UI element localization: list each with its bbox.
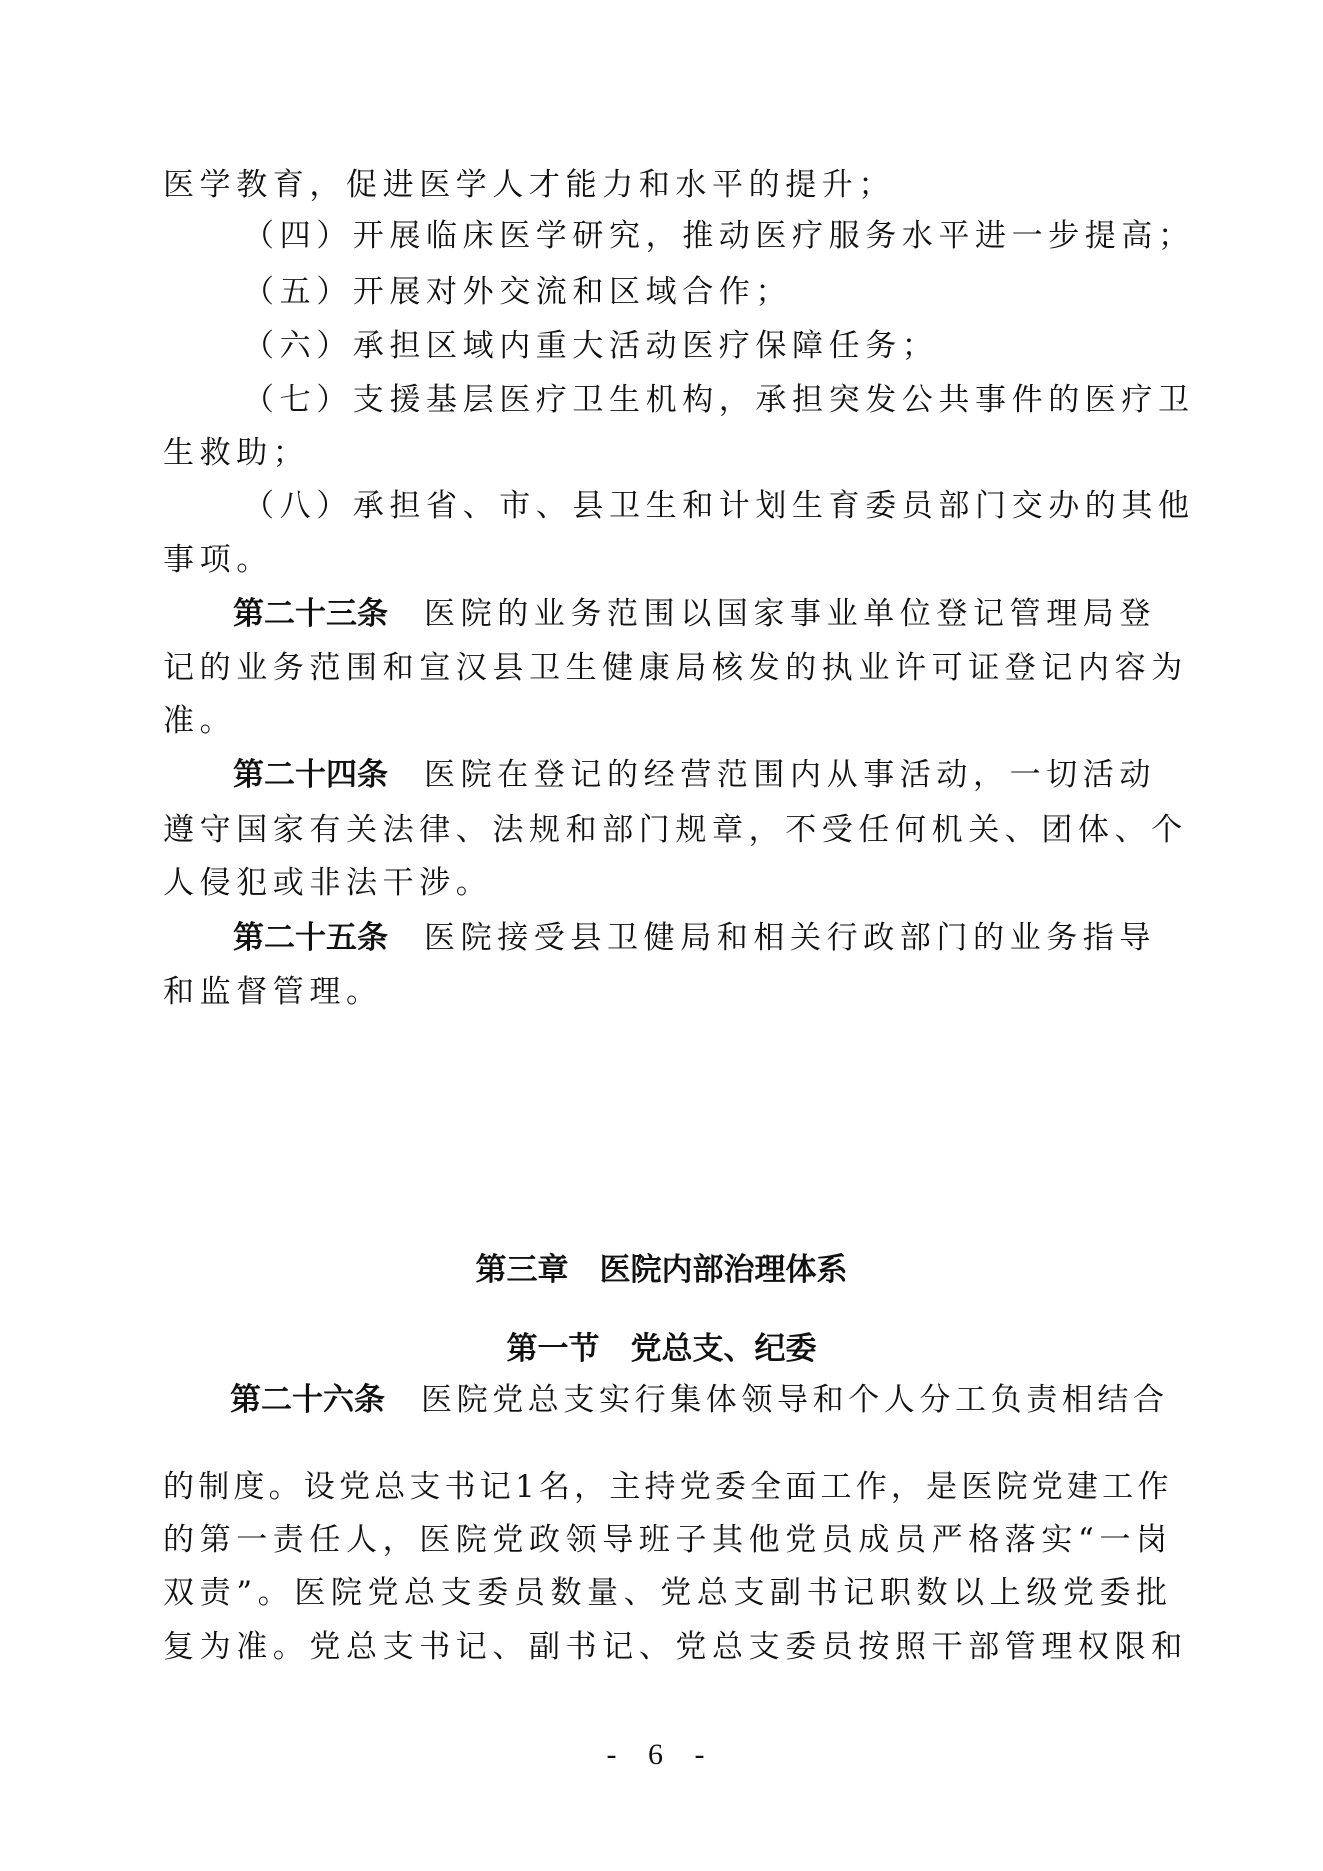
chapter-heading: 第三章 医院内部治理体系 <box>475 1252 848 1288</box>
article-24-line3: 人侵犯或非法干涉。 <box>163 865 493 901</box>
article-26-line2: 的制度。设党总支书记1名，主持党委全面工作，是医院党建工作 <box>163 1469 1173 1505</box>
article-23-line3: 准。 <box>163 703 237 739</box>
article-26-line3: 的第一责任人，医院党政领导班子其他党员成员严格落实“一岗 <box>163 1522 1173 1558</box>
article-23: 第二十三条 医院的业务范围以国家事业单位登记管理局登 <box>233 596 1156 632</box>
article-title: 第二十四条 <box>233 757 388 793</box>
list-item-6: （六）承担区域内重大活动医疗保障任务； <box>243 328 939 364</box>
list-item-4: （四）开展临床医学研究，推动医疗服务水平进一步提高； <box>243 218 1195 254</box>
page-number: - 6 - <box>606 1738 717 1771</box>
article-25: 第二十五条 医院接受县卫健局和相关行政部门的业务指导 <box>233 920 1156 956</box>
list-item-7-cont: 生救助； <box>163 435 310 471</box>
section-heading: 第一节 党总支、纪委 <box>506 1331 817 1367</box>
article-26-line4: 双责”。医院党总支委员数量、党总支副书记职数以上级党委批 <box>163 1575 1173 1611</box>
article-25-line2: 和监督管理。 <box>163 974 383 1010</box>
article-24-line2: 遵守国家有关法律、法规和部门规章，不受任何机关、团体、个 <box>163 812 1188 848</box>
article-title: 第二十三条 <box>233 596 388 632</box>
list-item-5: （五）开展对外交流和区域合作； <box>243 274 792 310</box>
article-26: 第二十六条 医院党总支实行集体领导和个人分工负责相结合 <box>230 1382 1169 1418</box>
article-title: 第二十六条 <box>230 1382 385 1418</box>
article-23-line2: 记的业务范围和宣汉县卫生健康局核发的执业许可证登记内容为 <box>163 650 1188 686</box>
list-item-7: （七）支援基层医疗卫生机构，承担突发公共事件的医疗卫 <box>243 382 1195 418</box>
article-24: 第二十四条 医院在登记的经营范围内从事活动，一切活动 <box>233 757 1156 793</box>
article-26-line5: 复为准。党总支书记、副书记、党总支委员按照干部管理权限和 <box>163 1629 1188 1665</box>
list-item-8: （八）承担省、市、县卫生和计划生育委员部门交办的其他 <box>243 488 1195 524</box>
article-title: 第二十五条 <box>233 920 388 956</box>
list-item-8-cont: 事项。 <box>163 542 273 578</box>
paragraph-line: 医学教育，促进医学人才能力和水平的提升； <box>163 167 895 203</box>
